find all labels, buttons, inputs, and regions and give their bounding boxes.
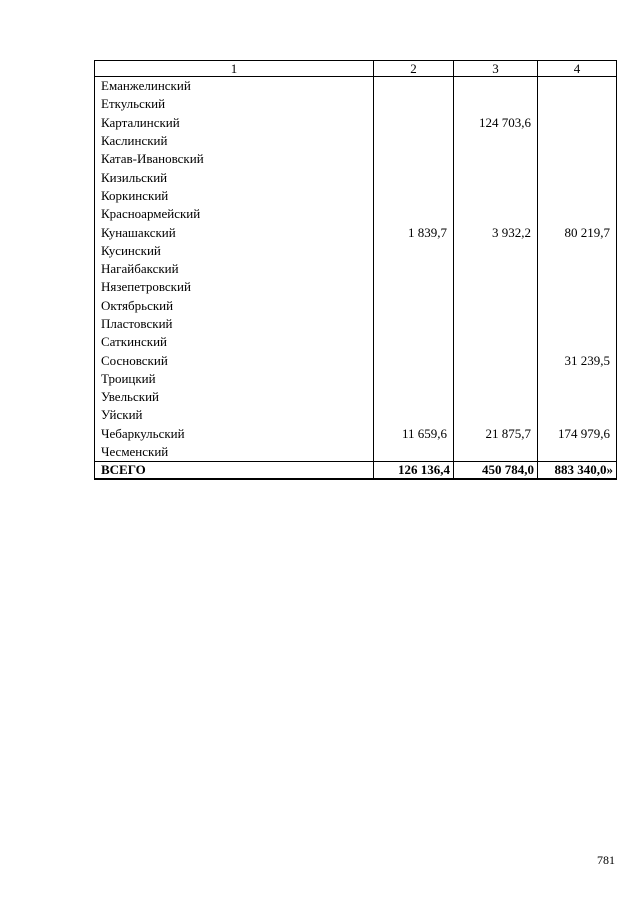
district-name-cell: Кусинский [95,242,374,260]
value-cell: 1 839,7 [374,223,454,241]
table-row [95,168,617,186]
value-cell [538,260,617,278]
table-row [95,333,617,351]
table-row [95,443,617,462]
value-cell [454,443,538,462]
district-name-cell: Катав-Ивановский [95,150,374,168]
table-row [95,425,617,443]
value-cell [538,77,617,96]
district-name-cell: Нагайбакский [95,260,374,278]
total-label: ВСЕГО [95,462,374,480]
value-cell [538,95,617,113]
value-cell [454,95,538,113]
value-cell: 80 219,7 [538,223,617,241]
value-cell [454,77,538,96]
value-cell: 31 239,5 [538,351,617,369]
table-row [95,223,617,241]
value-cell [454,370,538,388]
district-name-cell: Пластовский [95,315,374,333]
page-number: 781 [597,853,615,867]
value-cell [454,297,538,315]
total-value-cell: 126 136,4 [374,462,454,480]
district-name-cell: Еманжелинский [95,77,374,96]
value-cell [538,242,617,260]
district-name-cell: Сосновский [95,351,374,369]
table-row [95,242,617,260]
column-header: 3 [454,61,538,77]
value-cell [454,278,538,296]
district-name-cell: Кизильский [95,168,374,186]
value-cell [374,315,454,333]
value-cell [374,388,454,406]
value-cell [374,95,454,113]
table-row [95,95,617,113]
table-row [95,297,617,315]
table-row [95,388,617,406]
data-table [94,60,617,480]
value-cell [374,242,454,260]
value-cell [538,370,617,388]
value-cell [538,187,617,205]
value-cell [454,187,538,205]
value-cell [374,333,454,351]
value-cell [454,150,538,168]
district-name-cell: Увельский [95,388,374,406]
value-cell [454,260,538,278]
district-name-cell: Карталинский [95,114,374,132]
value-cell [374,187,454,205]
district-name-cell: Каслинский [95,132,374,150]
value-cell [538,168,617,186]
value-cell: 11 659,6 [374,425,454,443]
value-cell [374,443,454,462]
value-cell [538,315,617,333]
table-row [95,150,617,168]
table-row [95,278,617,296]
district-name-cell: Красноармейский [95,205,374,223]
value-cell [454,388,538,406]
column-header: 2 [374,61,454,77]
value-cell [374,114,454,132]
value-cell [454,132,538,150]
district-name-cell: Кунашакский [95,223,374,241]
total-value-cell: 883 340,0» [538,462,617,480]
value-cell [374,77,454,96]
value-cell [538,132,617,150]
value-cell [374,168,454,186]
table-row [95,406,617,424]
district-name-cell: Уйский [95,406,374,424]
table-row [95,114,617,132]
total-row [95,462,617,480]
value-cell [454,315,538,333]
district-name-cell: Еткульский [95,95,374,113]
value-cell [374,205,454,223]
value-cell [374,370,454,388]
value-cell [374,132,454,150]
table-row [95,315,617,333]
table-row [95,77,617,96]
value-cell [374,260,454,278]
value-cell [374,278,454,296]
value-cell [538,114,617,132]
table-header-row [95,61,617,77]
value-cell: 21 875,7 [454,425,538,443]
table-row [95,351,617,369]
district-name-cell: Нязепетровский [95,278,374,296]
value-cell [454,205,538,223]
column-header: 4 [538,61,617,77]
value-cell [538,388,617,406]
value-cell [538,278,617,296]
value-cell [374,297,454,315]
value-cell: 174 979,6 [538,425,617,443]
total-value-cell: 450 784,0 [454,462,538,480]
column-header: 1 [95,61,374,77]
district-name-cell: Чесменский [95,443,374,462]
value-cell [454,351,538,369]
table-row [95,260,617,278]
district-name-cell: Октябрьский [95,297,374,315]
value-cell [538,443,617,462]
value-cell [454,168,538,186]
district-name-cell: Чебаркульский [95,425,374,443]
table-row [95,370,617,388]
district-name-cell: Саткинский [95,333,374,351]
value-cell [538,333,617,351]
value-cell: 124 703,6 [454,114,538,132]
value-cell [374,406,454,424]
value-cell [454,242,538,260]
value-cell [538,406,617,424]
table-row [95,132,617,150]
value-cell: 3 932,2 [454,223,538,241]
district-name-cell: Коркинский [95,187,374,205]
value-cell [374,150,454,168]
value-cell [538,150,617,168]
value-cell [454,406,538,424]
value-cell [538,205,617,223]
value-cell [454,333,538,351]
table-row [95,187,617,205]
district-name-cell: Троицкий [95,370,374,388]
table-row [95,205,617,223]
value-cell [538,297,617,315]
value-cell [374,351,454,369]
